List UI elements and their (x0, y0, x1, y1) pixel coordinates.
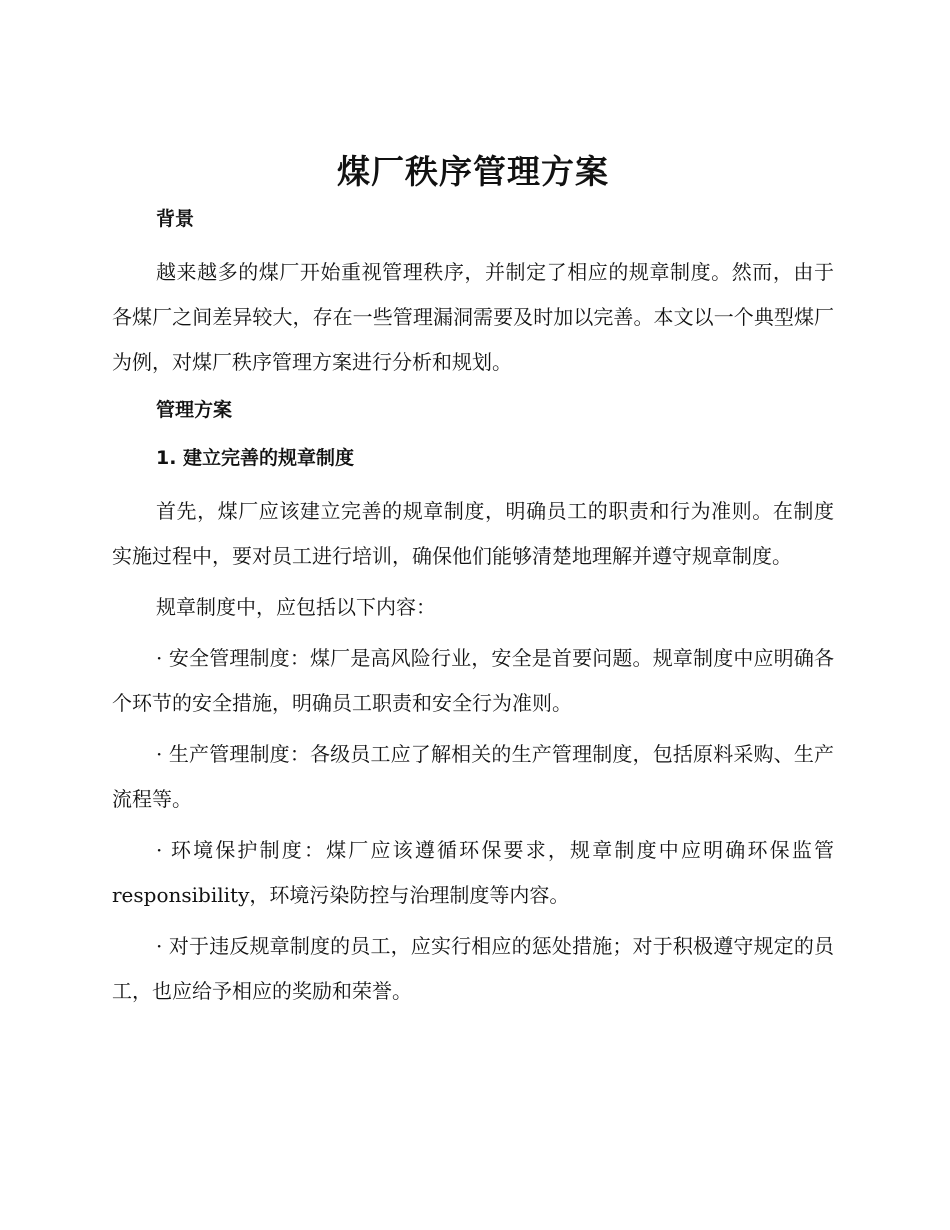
sub-heading-regulations: 1. 建立完善的规章制度 (156, 447, 355, 469)
contents-intro-paragraph: 规章制度中，应包括以下内容： (156, 595, 436, 619)
document-body (112, 148, 834, 1020)
bullet-production: · 生产管理制度：各级员工应了解相关的生产管理制度，包括原料采购、生产流程等。 (112, 742, 834, 811)
section-heading-background: 背景 (156, 208, 195, 230)
section-heading-plan: 管理方案 (156, 399, 233, 421)
document-title: 煤厂秩序管理方案 (337, 152, 609, 191)
regulations-paragraph: 首先，煤厂应该建立完善的规章制度，明确员工的职责和行为准则。在制度实施过程中，要对员工进行培训，确保他们能够清楚地理解并遵守规章制度。 (112, 499, 834, 568)
bullet-safety: · 安全管理制度：煤厂是高风险行业，安全是首要问题。规章制度中应明确各个环节的安全措施，明确员工职责和安全行为准则。 (112, 646, 834, 715)
bullet-environment: · 环境保护制度：煤厂应该遵循环保要求，规章制度中应明确环保监管responsibility，环境污染防控与治理制度等内容。 (112, 838, 834, 907)
background-paragraph: 越来越多的煤厂开始重视管理秩序，并制定了相应的规章制度。然而，由于各煤厂之间差异较大，存在一些管理漏洞需要及时加以完善。本文以一个典型煤厂为例，对煤厂秩序管理方案进行分析和规划。 (112, 260, 834, 374)
bullet-rewards-penalties: · 对于违反规章制度的员工，应实行相应的惩处措施；对于积极遵守规定的员工，也应给予相应的奖励和荣誉。 (112, 934, 834, 1003)
